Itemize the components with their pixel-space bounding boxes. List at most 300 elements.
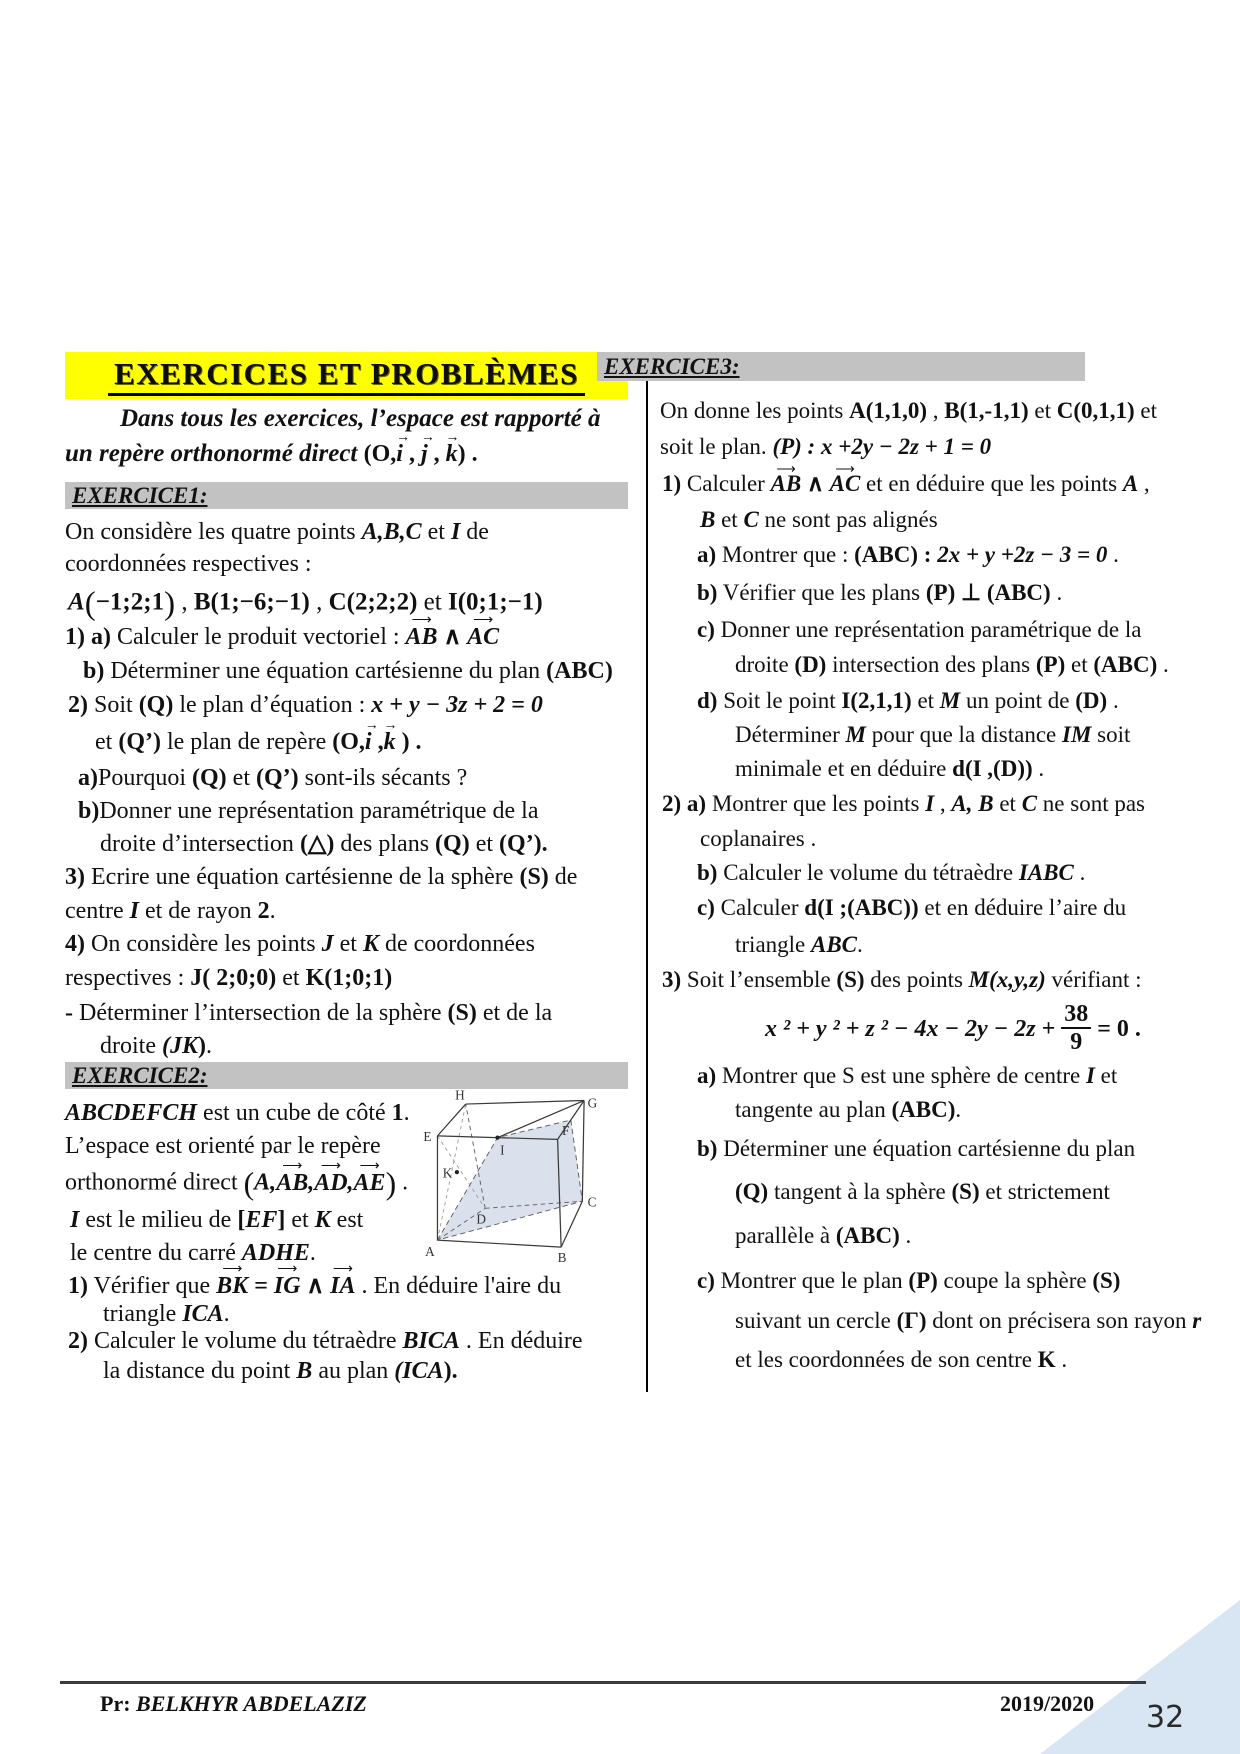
text-run: IM <box>1062 722 1092 747</box>
text-run: BICA <box>402 1328 460 1354</box>
text-run: pour que la distance <box>865 722 1063 747</box>
text-run: de <box>548 864 578 890</box>
ex1-line <box>65 862 577 892</box>
ex2-line <box>103 1356 458 1386</box>
fraction-numerator: 38 <box>1061 1002 1091 1029</box>
vertex-label-G: G <box>587 1095 598 1111</box>
ex2-line <box>68 1271 561 1301</box>
text-run: j → <box>421 439 428 469</box>
ex3-line <box>700 825 816 854</box>
vertex-label-F: F <box>562 1122 570 1138</box>
equation-rhs: = 0 . <box>1091 1015 1141 1042</box>
text-run: B <box>700 507 716 532</box>
text-run: ABCDEFCH <box>65 1100 198 1126</box>
text-run: droite d’intersection <box>100 831 300 857</box>
text-run: . <box>1032 756 1045 781</box>
intro-line-1 <box>120 403 600 434</box>
ex1-line <box>95 727 422 757</box>
text-run: C(0,1,1) <box>1056 398 1135 423</box>
text-run: x + y − 3z + 2 = 0 <box>371 692 543 718</box>
text-run: . <box>857 932 863 957</box>
text-run: droite <box>100 1033 162 1059</box>
text-run: , <box>1138 471 1150 496</box>
text-run: 1) a) <box>65 624 111 650</box>
text-run: ( <box>243 1166 255 1201</box>
text-run: (Q’) <box>118 729 161 755</box>
text-run: et strictement <box>979 1179 1110 1204</box>
text-run: le centre du carré <box>70 1240 242 1266</box>
ex2-line <box>68 1326 583 1356</box>
text-run: (ICA <box>394 1358 444 1384</box>
text-run: b) <box>697 860 718 885</box>
ex1-line <box>78 796 538 826</box>
text-run: (O, <box>363 441 397 467</box>
text-run: c) <box>697 1268 715 1293</box>
ex3-line <box>697 687 1119 716</box>
equation-lhs: x ² + y ² + z ² − 4x − 2y − 2z + <box>765 1015 1062 1042</box>
text-run: A <box>68 588 85 616</box>
text-run: b) <box>78 798 100 824</box>
text-run: des points <box>864 967 969 992</box>
text-run: sont-ils sécants ? <box>298 765 468 791</box>
ex1-line <box>83 656 613 686</box>
text-run: ) . <box>395 729 422 755</box>
text-run: . <box>1107 688 1119 713</box>
ex3-line <box>735 931 863 960</box>
text-run: b) <box>83 658 105 684</box>
exercise3-title: EXERCICE3: <box>604 353 740 379</box>
text-run: i → <box>365 727 372 757</box>
text-run: et <box>95 729 119 755</box>
text-run: A(1,1,0) <box>849 398 928 423</box>
text-run: Soit <box>88 692 139 718</box>
text-run: d(I ;(ABC)) <box>804 895 919 920</box>
text-run: 2) <box>68 1328 88 1354</box>
text-run: C(2;2;2) <box>328 588 418 616</box>
ex3-line <box>662 790 1145 819</box>
text-run: x +2y − 2z + 1 = 0 <box>820 434 992 459</box>
fraction-denominator: 9 <box>1070 1029 1083 1055</box>
text-run: ICA <box>182 1301 224 1327</box>
text-run: ( <box>84 586 96 622</box>
text-run: I <box>129 898 139 924</box>
text-run: ABC <box>811 932 858 957</box>
text-run: = <box>248 1273 274 1299</box>
text-run: respectives : <box>65 965 191 991</box>
text-run: ∧ <box>801 471 830 496</box>
text-run: , <box>347 1169 354 1196</box>
text-run: AC ⟶ <box>830 470 861 499</box>
text-run: 2) <box>662 791 682 816</box>
ex2-line <box>65 1098 410 1128</box>
text-run: J( 2;0;0) <box>190 965 277 991</box>
text-run: c) <box>697 617 715 642</box>
text-run: 1) <box>68 1273 88 1299</box>
text-run: est un cube de côté <box>197 1100 392 1126</box>
text-run: Montrer que : <box>716 542 855 567</box>
text-run: Soit le point <box>717 688 842 713</box>
ex3-line <box>697 541 1119 570</box>
intro-line-2 <box>65 438 478 469</box>
text-run: IA ⟶ <box>330 1271 355 1301</box>
text-run: J <box>321 931 334 957</box>
ex3-line <box>735 1096 961 1125</box>
text-run: ADHE <box>241 1240 310 1266</box>
text-run: et <box>993 791 1022 816</box>
text-run: (Q’). <box>499 831 548 857</box>
text-run: AE ⟶ <box>354 1168 386 1198</box>
text-run: (ABC) <box>835 1223 900 1248</box>
text-run: . <box>223 1301 230 1327</box>
ex2-line <box>70 1205 363 1235</box>
corner-triangle <box>1040 1600 1240 1754</box>
text-run: et en déduire que les points <box>860 471 1123 496</box>
vertex-label-H: H <box>455 1088 465 1103</box>
text-run: Déterminer une équation cartésienne du plan <box>104 658 547 684</box>
text-run: −1;2;1 <box>95 588 165 616</box>
ex3-line <box>697 1135 1135 1164</box>
text-run: (S) <box>836 967 865 992</box>
text-run: au plan <box>312 1358 395 1384</box>
text-run: (△) <box>299 831 335 857</box>
text-run: soit le plan. <box>660 434 773 459</box>
text-run: et <box>285 1207 315 1233</box>
vertex-label-K: K <box>442 1165 453 1181</box>
text-run: tangent à la sphère <box>768 1179 952 1204</box>
text-run: (D) <box>794 652 827 677</box>
text-run: , <box>371 729 384 755</box>
text-run: a) <box>686 791 707 816</box>
footer-rule <box>60 1681 1146 1684</box>
text-run: et <box>715 507 744 532</box>
text-run: soit <box>1091 722 1131 747</box>
text-run: Déterminer <box>735 722 846 747</box>
ex3-line <box>700 506 938 535</box>
text-run: dont on précisera son rayon <box>926 1308 1193 1333</box>
text-run: b) <box>697 1136 718 1161</box>
text-run: K <box>362 931 379 957</box>
exercise3-header-bar <box>597 352 1085 381</box>
ex1-line <box>65 622 499 652</box>
text-run: (ABC) <box>546 658 613 684</box>
ex3-line <box>735 721 1130 750</box>
text-run: a) <box>78 765 98 791</box>
ex3-line <box>697 579 1062 608</box>
text-run: - <box>65 1000 73 1026</box>
text-run: de <box>460 519 489 545</box>
teacher-label: Pr: <box>100 1691 131 1716</box>
ex3-line <box>735 1346 1067 1375</box>
ex3-sphere-equation <box>765 1002 1141 1054</box>
text-run: et <box>276 965 306 991</box>
ex1-line <box>100 829 548 859</box>
text-run: (S) <box>951 1179 980 1204</box>
column-divider <box>646 352 648 1392</box>
text-run: Calculer le volume du tétraèdre <box>717 860 1019 885</box>
text-run: des plans <box>334 831 436 857</box>
text-run: 2) <box>68 692 88 718</box>
text-run: d(I ,(D)) <box>952 756 1033 781</box>
text-run: (P) <box>908 1268 938 1293</box>
text-run: Déterminer une équation cartésienne du plan <box>717 1136 1136 1161</box>
text-run: (ABC) <box>1093 652 1158 677</box>
text-run: AB ⟶ <box>276 1168 308 1198</box>
text-run: . <box>396 1169 409 1196</box>
text-run: et <box>1134 398 1158 423</box>
ex3-line <box>735 1178 1110 1207</box>
title-banner <box>65 352 628 399</box>
text-run: 2x + y +2z − 3 = 0 <box>937 542 1108 567</box>
ex3-line <box>662 470 1150 499</box>
text-run: B(1;−6;−1) <box>193 588 310 616</box>
text-run: (ABC) : <box>854 542 938 567</box>
text-run: (D) <box>1075 688 1108 713</box>
text-run: A, <box>951 791 973 816</box>
ex3-line <box>697 1062 1117 1091</box>
text-run: (ABC) <box>891 1097 956 1122</box>
text-run: C <box>1021 791 1038 816</box>
text-run: . <box>1055 1347 1068 1372</box>
text-run: ) <box>164 586 176 622</box>
text-run: M <box>845 722 866 747</box>
text-run: et <box>1065 652 1094 677</box>
text-run: (S) <box>519 864 549 890</box>
ex3-line <box>660 433 991 462</box>
text-run: Vérifier que les plans <box>717 580 926 605</box>
text-run: tangente au plan <box>735 1097 892 1122</box>
ex1-line <box>65 929 535 959</box>
page-title: EXERCICES ET PROBLÈMES <box>108 356 585 396</box>
text-run: A <box>1122 471 1139 496</box>
text-run: centre <box>65 898 130 924</box>
text-run: AB ⟶ <box>406 622 438 652</box>
text-run: vérifiant : <box>1045 967 1142 992</box>
text-run: (S) <box>447 1000 477 1026</box>
text-run: et <box>333 931 363 957</box>
text-run: . <box>1073 860 1086 885</box>
text-run: AB ⟶ <box>771 470 802 499</box>
text-run: Calculer le produit vectoriel : <box>110 624 406 650</box>
ex2-line <box>65 1164 408 1204</box>
ex1-line <box>65 998 552 1028</box>
text-run: (Γ) <box>896 1308 927 1333</box>
text-run: a) <box>697 1063 717 1088</box>
text-run: Montrer que le plan <box>714 1268 909 1293</box>
text-run: (Q) <box>735 1179 769 1204</box>
text-run: , <box>175 588 194 616</box>
text-run: B(1,-1,1) <box>944 398 1029 423</box>
text-run: coordonnées respectives : <box>65 551 312 577</box>
text-run: 4) <box>65 931 85 957</box>
text-run: , <box>402 441 421 467</box>
text-run: (P) : <box>772 434 816 459</box>
text-run: . <box>899 1223 912 1248</box>
text-run: et <box>417 588 448 616</box>
ex3-line <box>697 1267 1120 1296</box>
text-run: orthonormé direct <box>65 1169 244 1196</box>
text-run: (P) <box>1035 652 1066 677</box>
text-run: Dans tous les exercices, l’espace est rapporté à <box>120 405 601 432</box>
text-run: b) <box>697 580 718 605</box>
ex3-line <box>735 755 1044 784</box>
text-run: . En déduire <box>459 1328 583 1354</box>
text-run: 2 <box>257 898 270 924</box>
text-run: AD ⟶ <box>314 1168 347 1198</box>
text-run: a) <box>697 542 717 567</box>
text-run: , <box>308 1169 315 1196</box>
text-run: M(x,y,z) <box>968 967 1046 992</box>
text-run: un point de <box>960 688 1076 713</box>
text-run: AC ⟶ <box>467 622 499 652</box>
exercise2-title: EXERCICE2: <box>72 1062 208 1088</box>
text-run: d) <box>697 688 718 713</box>
ex1-line <box>78 763 467 793</box>
text-run: (Q) <box>192 765 227 791</box>
text-run: Vérifier que <box>88 1273 217 1299</box>
text-run: coupe la sphère <box>937 1268 1093 1293</box>
ex1-line <box>65 549 312 579</box>
text-run: ne sont pas alignés <box>758 507 938 532</box>
footer-teacher <box>100 1691 367 1717</box>
text-run: . En déduire l'aire du <box>355 1273 562 1299</box>
text-run: la distance du point <box>103 1358 297 1384</box>
text-run: ). <box>443 1358 458 1384</box>
vertex-label-E: E <box>423 1129 432 1145</box>
text-run: (P) <box>925 580 956 605</box>
text-run: EF <box>245 1207 278 1233</box>
ex3-line <box>662 966 1142 995</box>
text-run: 1) <box>662 471 682 496</box>
text-run: Montrer que S est une sphère de centre <box>716 1063 1086 1088</box>
equation-fraction <box>1061 1002 1091 1054</box>
text-run: ) <box>385 1166 397 1201</box>
ex2-line <box>65 1131 381 1161</box>
text-run: c) <box>697 895 715 920</box>
text-run: I(0;1;−1) <box>447 588 543 616</box>
text-run: et <box>421 519 451 545</box>
text-run: (Q) <box>138 692 174 718</box>
text-run: et <box>469 831 500 857</box>
ex3-line <box>735 1222 911 1251</box>
text-run: et de la <box>476 1000 553 1026</box>
text-run: intersection des plans <box>826 652 1036 677</box>
text-run: r <box>1192 1308 1202 1333</box>
text-run: et <box>226 765 256 791</box>
text-run: I <box>70 1207 80 1233</box>
teacher-name: BELKHYR ABDELAZIZ <box>130 1691 367 1716</box>
text-run: I <box>1085 1063 1095 1088</box>
text-run: Calculer le volume du tétraèdre <box>88 1328 403 1354</box>
text-run: B <box>978 791 994 816</box>
text-run: ∧ <box>437 624 468 650</box>
text-run: . <box>269 898 276 924</box>
text-run: de coordonnées <box>378 931 535 957</box>
text-run: IABC <box>1018 860 1074 885</box>
text-run: On considère les points <box>85 931 322 957</box>
vertex-label-I: I <box>500 1142 505 1158</box>
ex3-line <box>735 1307 1201 1336</box>
ex1-line <box>65 896 276 926</box>
text-run: k → <box>384 727 396 757</box>
ex3-line <box>697 616 1141 645</box>
text-run: i → <box>396 439 403 469</box>
ex3-line <box>735 651 1169 680</box>
text-run: . <box>1157 652 1169 677</box>
text-run: et <box>911 688 940 713</box>
text-run: (O, <box>332 729 365 755</box>
text-run: un repère orthonormé direct <box>65 440 364 467</box>
text-run: droite <box>735 652 795 677</box>
text-run: . <box>1050 580 1063 605</box>
text-run: , <box>934 791 952 816</box>
text-run: et de rayon <box>138 898 258 924</box>
text-run: ) . <box>457 441 478 467</box>
ex3-line <box>697 894 1126 923</box>
text-run: I(2,1,1) <box>841 688 912 713</box>
text-run: 3) <box>65 864 85 890</box>
ex3-line <box>697 859 1085 888</box>
text-run: ) <box>197 1033 206 1059</box>
text-run: Déterminer l’intersection de la sphère <box>73 1000 448 1026</box>
text-run: (Q) <box>435 831 470 857</box>
text-run: Donner une représentation paramétrique de la <box>714 617 1142 642</box>
point-K-dot <box>455 1170 459 1174</box>
text-run: ] <box>277 1207 286 1233</box>
text-run: (ABC) <box>986 580 1051 605</box>
text-run: Calculer <box>681 471 771 496</box>
exercise1-title: EXERCICE1: <box>72 482 208 508</box>
text-run: IG ⟶ <box>274 1271 301 1301</box>
text-run: I <box>925 791 935 816</box>
text-run: le plan de repère <box>160 729 333 755</box>
text-run: et les coordonnées de son centre <box>735 1347 1038 1372</box>
text-run: ∧ <box>300 1273 331 1299</box>
text-run: . <box>205 1033 212 1059</box>
text-run: parallèle à <box>735 1223 836 1248</box>
text-run: Montrer que les points <box>706 791 926 816</box>
footer-year: 2019/2020 <box>1000 1691 1095 1716</box>
text-run: . <box>403 1100 410 1126</box>
text-run: M <box>939 688 961 713</box>
text-run: (S) <box>1092 1268 1121 1293</box>
text-run: , <box>427 441 446 467</box>
exercise2-header-bar <box>65 1062 628 1089</box>
exercise1-header-bar <box>65 482 628 509</box>
text-run: Soit l’ensemble <box>681 967 837 992</box>
text-run: , <box>309 588 329 616</box>
text-run: K(1;0;1) <box>305 965 393 991</box>
text-run: . <box>955 1097 962 1122</box>
text-run: . <box>309 1240 316 1266</box>
point-I-dot <box>495 1136 499 1140</box>
ex2-line <box>103 1299 230 1329</box>
text-run: K <box>1037 1347 1056 1372</box>
text-run: BK ⟶ <box>216 1271 248 1301</box>
vertex-label-A: A <box>425 1244 435 1259</box>
text-run: suivant un cercle <box>735 1308 897 1333</box>
text-run: et <box>1028 398 1057 423</box>
text-run: C <box>743 507 759 532</box>
page-number: 32 <box>1146 1700 1185 1735</box>
text-run: ⊥ <box>955 580 987 605</box>
vertex-label-C: C <box>587 1194 597 1210</box>
text-run: k → <box>446 439 458 469</box>
text-run: (JK <box>161 1033 198 1059</box>
text-run: le plan d’équation : <box>173 692 372 718</box>
text-run: Calculer <box>714 895 805 920</box>
text-run: , <box>927 398 945 423</box>
text-run: . <box>1107 542 1119 567</box>
